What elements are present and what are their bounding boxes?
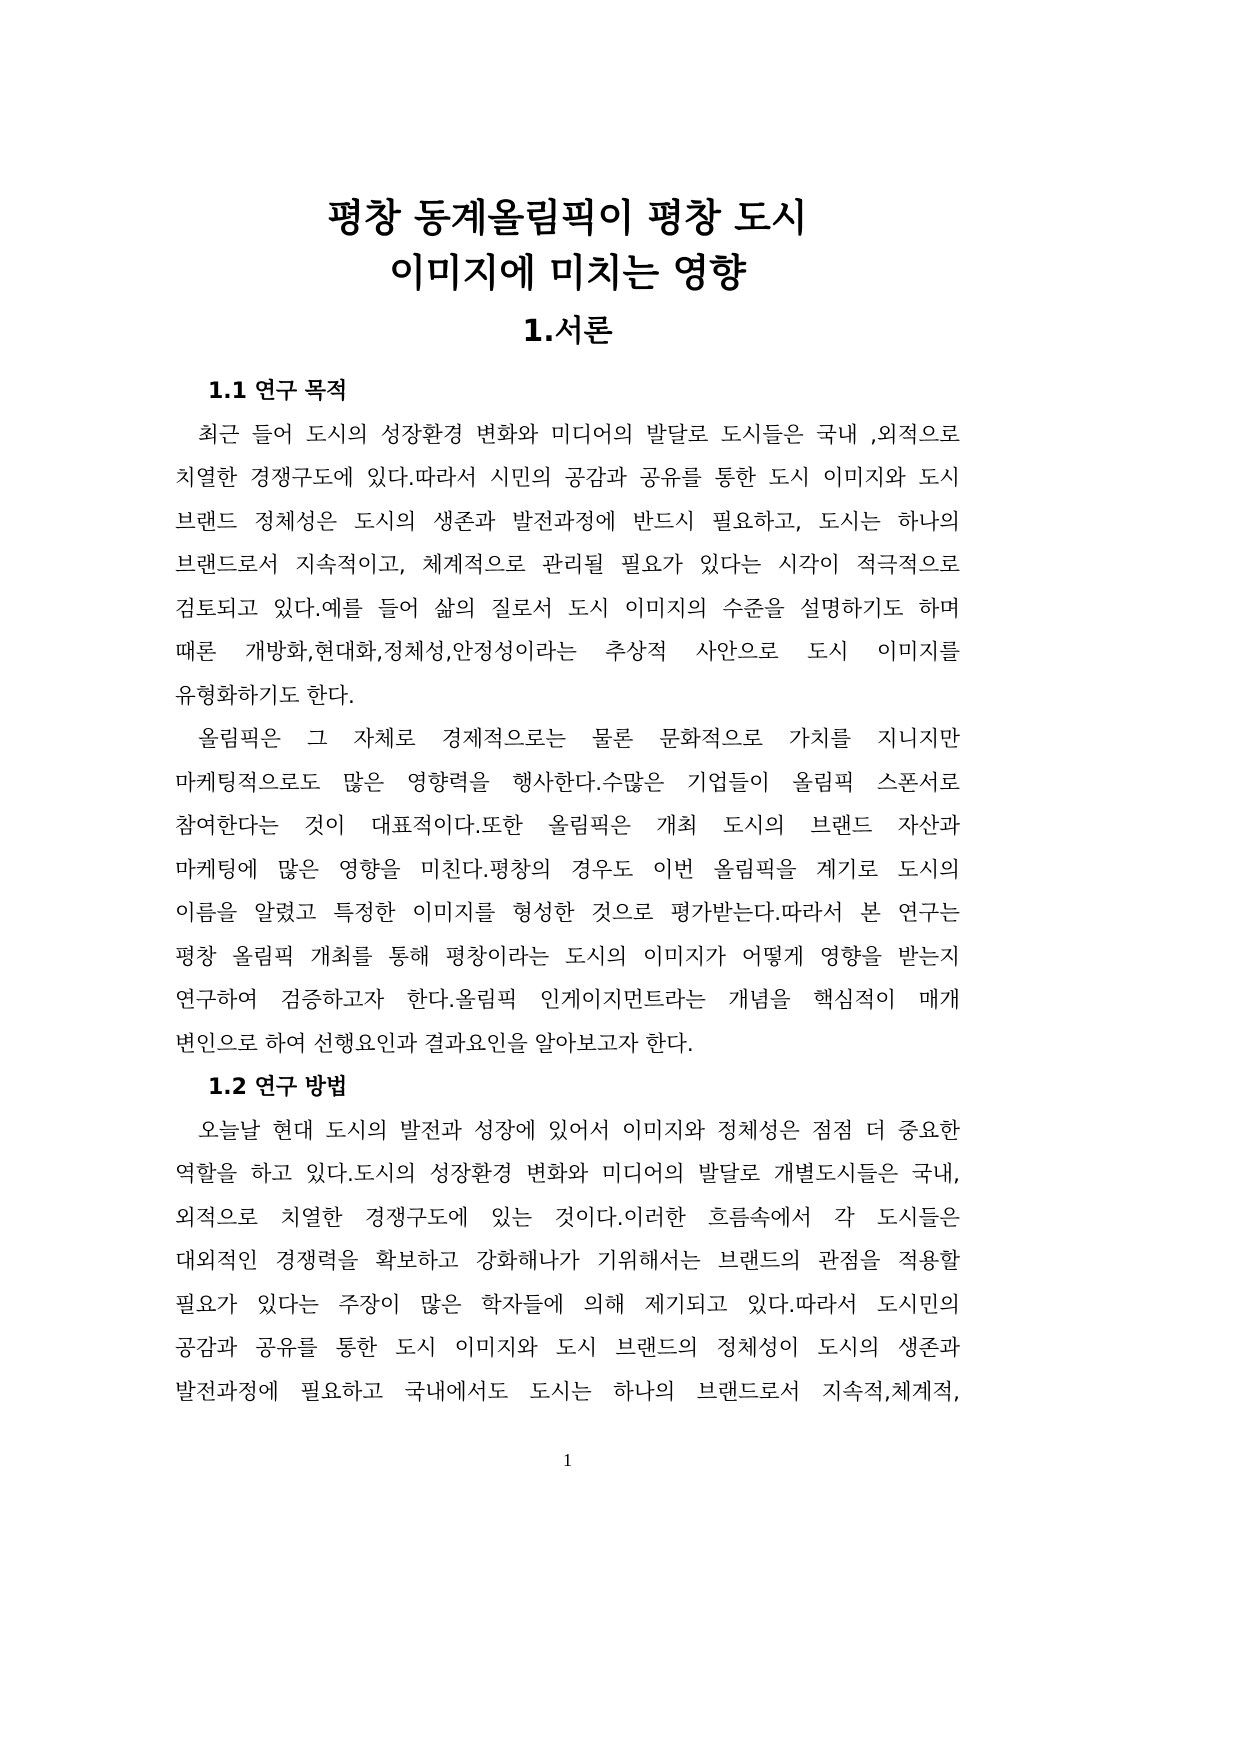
section-heading: 1.서론	[522, 314, 613, 349]
paragraph-line: 외적으로 치열한 경쟁구도에 있는 것이다.이러한 흐름속에서 각 도시들은	[175, 1205, 960, 1231]
paragraph-line: 마케팅적으로도 많은 영향력을 행사한다.수많은 기업들이 올림픽 스폰서로	[175, 770, 960, 796]
paragraph-line: 역할을 하고 있다.도시의 성장환경 변화와 미디어의 발달로 개별도시들은 국내,	[175, 1162, 960, 1187]
paragraph-line: 변인으로 하여 선행요인과 결과요인을 알아보고자 한다.	[175, 1031, 694, 1057]
paragraph-line: 마케팅에 많은 영향을 미친다.평창의 경우도 이번 올림픽을 계기로 도시의	[175, 857, 960, 883]
paragraph-line: 올림픽은 그 자체로 경제적으로는 물론 문화적으로 가치를 지니지만	[198, 727, 960, 752]
paragraph	[175, 1110, 960, 1415]
paragraph	[175, 414, 960, 719]
paragraph-line: 연구하여 검증하고자 한다.올림픽 인게이지먼트라는 개념을 핵심적이 매개	[175, 988, 960, 1013]
paragraph-line: 공감과 공유를 통한 도시 이미지와 도시 브랜드의 정체성이 도시의 생존과	[175, 1336, 960, 1361]
paragraph-line: 검토되고 있다.예를 들어 삶의 질로서 도시 이미지의 수준을 설명하기도 하며	[175, 596, 960, 622]
paragraph	[175, 718, 960, 1066]
paragraph-line: 유형화하기도 한다.	[175, 683, 355, 709]
paragraph-line: 최근 들어 도시의 성장환경 변화와 미디어의 발달로 도시들은 국내 ,외적으로	[198, 422, 960, 448]
paragraph-line: 오늘날 현대 도시의 발전과 성장에 있어서 이미지와 정체성은 점점 더 중요한	[198, 1118, 960, 1144]
paragraph-line: 평창 올림픽 개최를 통해 평창이라는 도시의 이미지가 어떻게 영향을 받는지	[175, 944, 960, 970]
document-title-line-1: 평창 동계올림픽이 평창 도시	[327, 196, 808, 240]
paragraph-line: 치열한 경쟁구도에 있다.따라서 시민의 공감과 공유를 통한 도시 이미지와 도시	[175, 466, 960, 491]
paragraph-line: 브랜드로서 지속적이고, 체계적으로 관리될 필요가 있다는 시각이 적극적으로	[175, 553, 960, 578]
paragraph-line: 발전과정에 필요하고 국내에서도 도시는 하나의 브랜드로서 지속적,체계적,	[175, 1379, 960, 1405]
paragraph-line: 대외적인 경쟁력을 확보하고 강화해나가 기위해서는 브랜드의 관점을 적용할	[175, 1249, 960, 1274]
subsection-heading: 1.1 연구 목적	[208, 379, 348, 404]
paragraph-line: 필요가 있다는 주장이 많은 학자들에 의해 제기되고 있다.따라서 도시민의	[175, 1292, 960, 1318]
paragraph-line: 참여한다는 것이 대표적이다.또한 올림픽은 개최 도시의 브랜드 자산과	[175, 814, 960, 839]
paragraph-line: 이름을 알렸고 특정한 이미지를 형성한 것으로 평가받는다.따라서 본 연구는	[175, 901, 960, 926]
document-body	[175, 370, 960, 1414]
paragraph-line: 브랜드 정체성은 도시의 생존과 발전과정에 반드시 필요하고, 도시는 하나의	[175, 509, 960, 535]
paragraph-line: 때론 개방화,현대화,정체성,안정성이라는 추상적 사안으로 도시 이미지를	[175, 640, 960, 665]
page-number: 1	[563, 1450, 572, 1470]
subsection-heading: 1.2 연구 방법	[208, 1075, 348, 1100]
document-title-line-2: 이미지에 미치는 영향	[389, 251, 746, 295]
